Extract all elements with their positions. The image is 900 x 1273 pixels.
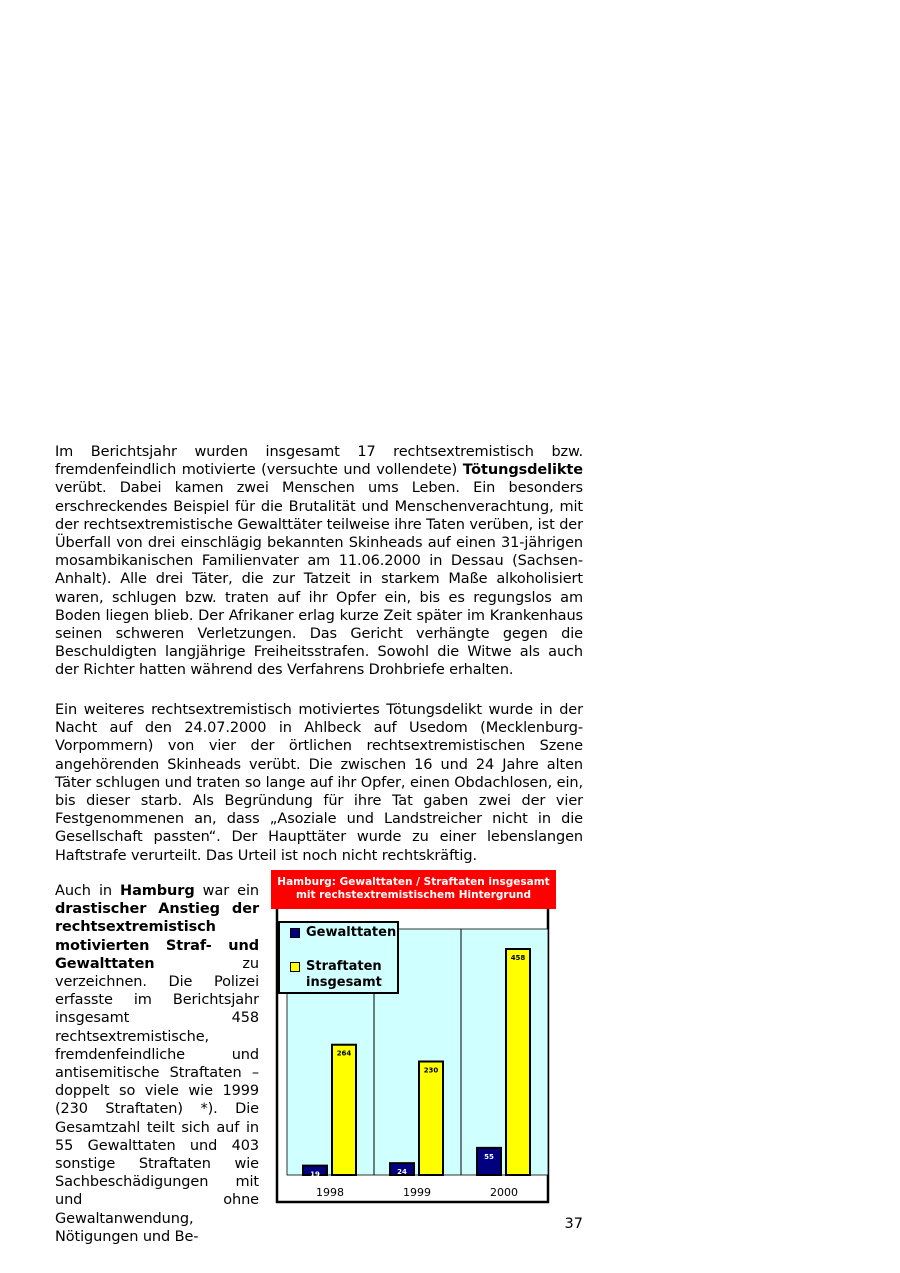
bar-straftaten-2000 [506, 949, 530, 1175]
paragraph-text: Im Berichtsjahr wurden insgesamt 17 rechtsextremistisch bzw. fremdenfeindlich motivierte (versuchte und vollendete) [55, 444, 583, 479]
bar-straftaten-1999 [419, 1062, 443, 1175]
paragraph-text: Auch in [55, 883, 121, 899]
data-label: 458 [510, 954, 526, 962]
paragraph-text: verübt. Dabei kamen zwei Menschen ums Leben. Ein besonders erschreckendes Beispiel für die Brutalität und Menschenverachtung, mit der rechtsextremistische Gewalttäter teilweise ihre Taten verüben, ist der Überfall von drei einschlägig bekannten Skinheads auf einen 31-jährigen mosambikanischen Familienvater am 11.06.2000 in Dessau (Sachsen-Anhalt). Alle drei Täter, die zur Tatzeit in starkem Maße alkoholisiert waren, schlugen bzw. traten auf ihr Opfer ein, bis es regungslos am Boden liegen blieb. Der Afrikaner erlag kurze Zeit später im Krankenhaus seinen schweren Verletzungen. Das Gericht verhängte gegen die Beschuldigten langjährige Freiheitsstrafen. Sowohl die Witwe als auch der Richter hatten während des Verfahrens Drohbriefe erhalten. [55, 480, 583, 679]
legend-label: insgesamt [306, 975, 382, 990]
bold-term-toetungsdelikte: Tötungsdelikte [462, 462, 583, 479]
paragraph-ahlbeck: Ein weiteres rechtsextremistisch motiviertes Tötungsdelikt wurde in der Nacht auf den 24.07.2000 in Ahlbeck auf Usedom (Mecklenburg-Vorpommern) von vier der örtlichen rechtsextremistischen Szene angehörenden Skinheads verübt. Die zwischen 16 und 24 Jahre alten Täter schlugen und traten so lange auf ihr Opfer, einen Obdachlosen, ein, bis dieser starb. Als Begründung für ihre Tat gaben zwei der vier Festgenommenen an, dass „Asoziale und Landstreicher nicht in die Gesellschaft passten“. Der Haupttäter wurde zu einer lebenslangen Haftstrafe verurteilt. Das Urteil ist noch nicht rechtskräftig. [55, 702, 583, 864]
legend-label: Straftaten [306, 959, 382, 974]
data-label: 19 [310, 1170, 320, 1179]
bold-term-hamburg: Hamburg [120, 883, 195, 899]
data-label: 264 [336, 1049, 352, 1058]
x-tick-label: 2000 [490, 1186, 518, 1199]
legend-swatch-straftaten [290, 962, 300, 972]
paragraph-text: zu verzeichnen. Die Polizei erfasste im Berichtsjahr insgesamt 458 rechtsextremistische, fremdenfeindliche und antisemitische Straftaten – doppelt so viele wie 1999 (230 Straftaten) *). Die Gesamtzahl teilt sich auf in 55 Gewalttaten und 403 sonstige Straftaten wie Sachbeschädigungen mit und ohne Gewaltanwendung, Nötigungen und Be- [55, 955, 259, 1245]
legend-label: Gewalttaten [306, 925, 397, 940]
chart-title-line: Hamburg: Gewalttaten / Straftaten insgesamt [277, 876, 550, 888]
chart-title [271, 870, 556, 909]
bold-term-anstieg: drastischer Anstieg der rechtsextremistisch motivierten Straf- und Gewalttaten [55, 901, 259, 972]
chart-title-line: mit rechstextremistischem Hintergrund [295, 889, 532, 901]
legend-swatch-gewalttaten [290, 928, 300, 938]
x-tick-label: 1999 [403, 1186, 431, 1199]
data-label: 55 [484, 1152, 494, 1161]
bar-straftaten-1998 [332, 1045, 356, 1175]
data-label: 24 [397, 1168, 407, 1177]
paragraph-text: war ein [194, 883, 259, 899]
data-label: 230 [423, 1066, 439, 1075]
x-tick-label: 1998 [316, 1186, 344, 1199]
page-number: 37 [564, 1216, 583, 1232]
chart-legend [278, 921, 399, 994]
